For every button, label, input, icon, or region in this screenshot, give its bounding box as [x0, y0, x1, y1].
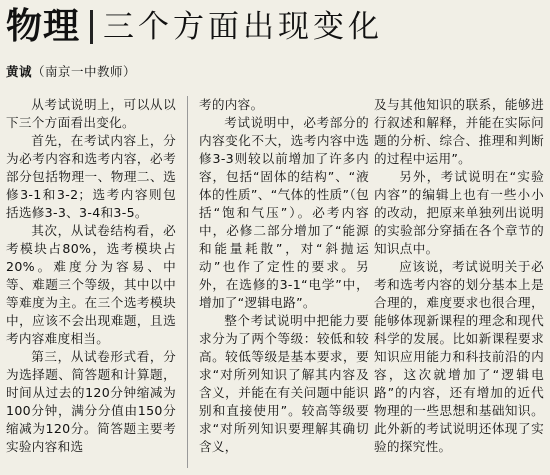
author-name: 黄诚	[6, 64, 33, 79]
text-column-1	[6, 96, 176, 474]
text-column-3	[374, 96, 544, 474]
paragraph: 从考试说明上，可以从以下三个方面看出变化。	[6, 97, 176, 130]
heading-divider	[90, 10, 93, 44]
article-title: 三个方面出现变化	[103, 8, 384, 45]
article-header	[6, 4, 546, 50]
paragraph: 另外，考试说明在“实验内容”的编辑上也有一些小小的改动，把原来单独列出说明的实验部分穿插在各个章节的知识点中。	[374, 169, 544, 256]
paragraph: 其次，从试卷结构看，必考模块占80%，选考模块占20%。难度分为容易、中等、难题三个等级，其中以中等难度为主。在三个选考模块中，应该不会出现难题，且选考内容难度相当。	[6, 223, 176, 346]
paragraph: 首先，在考试内容上，分为必考内容和选考内容，必考部分包括物理一、物理二、选修3-1和3-2；选考内容则包括选修3-3、3-4和3-5。	[6, 133, 176, 220]
author-affiliation: （南京一中教师）	[32, 64, 137, 79]
paragraph: 第三，从试卷形式看，分为选择题、简答题和计算题，时间从过去的120分钟缩减为100分钟，满分分值由150分缩减为120分。简答题主要考实验内容和选	[6, 349, 176, 454]
paragraph: 考的内容。	[199, 97, 264, 112]
paragraph: 整个考试说明中把能力要求分为了两个等级：较低和较高。较低等级是基本要求，要求“对所列知识了解其内容及含义，并能在有关问题中能识别和直接使用”。较高等级要求“对所列知识要理解其确切含义，	[199, 313, 369, 454]
paragraph: 应该说，考试说明关于必考和选考内容的划分基本上是合理的，难度要求也很合理，能够体现新课程的理念和现代科学的发展。比如新课程要求知识应用能力和科技前沿的内容，这次就增加了“逻辑电路”的内容，还有增加的近代物理的一些思想和基础知识。此外新的考试说明还体现了实验的探究性。	[374, 259, 544, 454]
column-rule	[187, 96, 188, 468]
paragraph: 考试说明中，必考部分的内容变化不大，选考内容中选修3-3则较以前增加了许多内容，包括“固体的结构”、“液体的性质”、“气体的性质”（包括“饱和气压”）。必考内容中，必修二部分增加了“能源和能量耗散”，对“斜抛运动”也作了定性的要求。另外，在选修的3-1“电学”中，增加了“逻辑电路”。	[199, 115, 369, 310]
byline	[6, 62, 136, 80]
paragraph: 及与其他知识的联系，能够进行叙述和解释，并能在实际问题的分析、综合、推理和判断的过程中运用”。	[374, 97, 544, 166]
subject-heading: 物理	[6, 6, 81, 47]
text-column-2	[199, 96, 369, 474]
